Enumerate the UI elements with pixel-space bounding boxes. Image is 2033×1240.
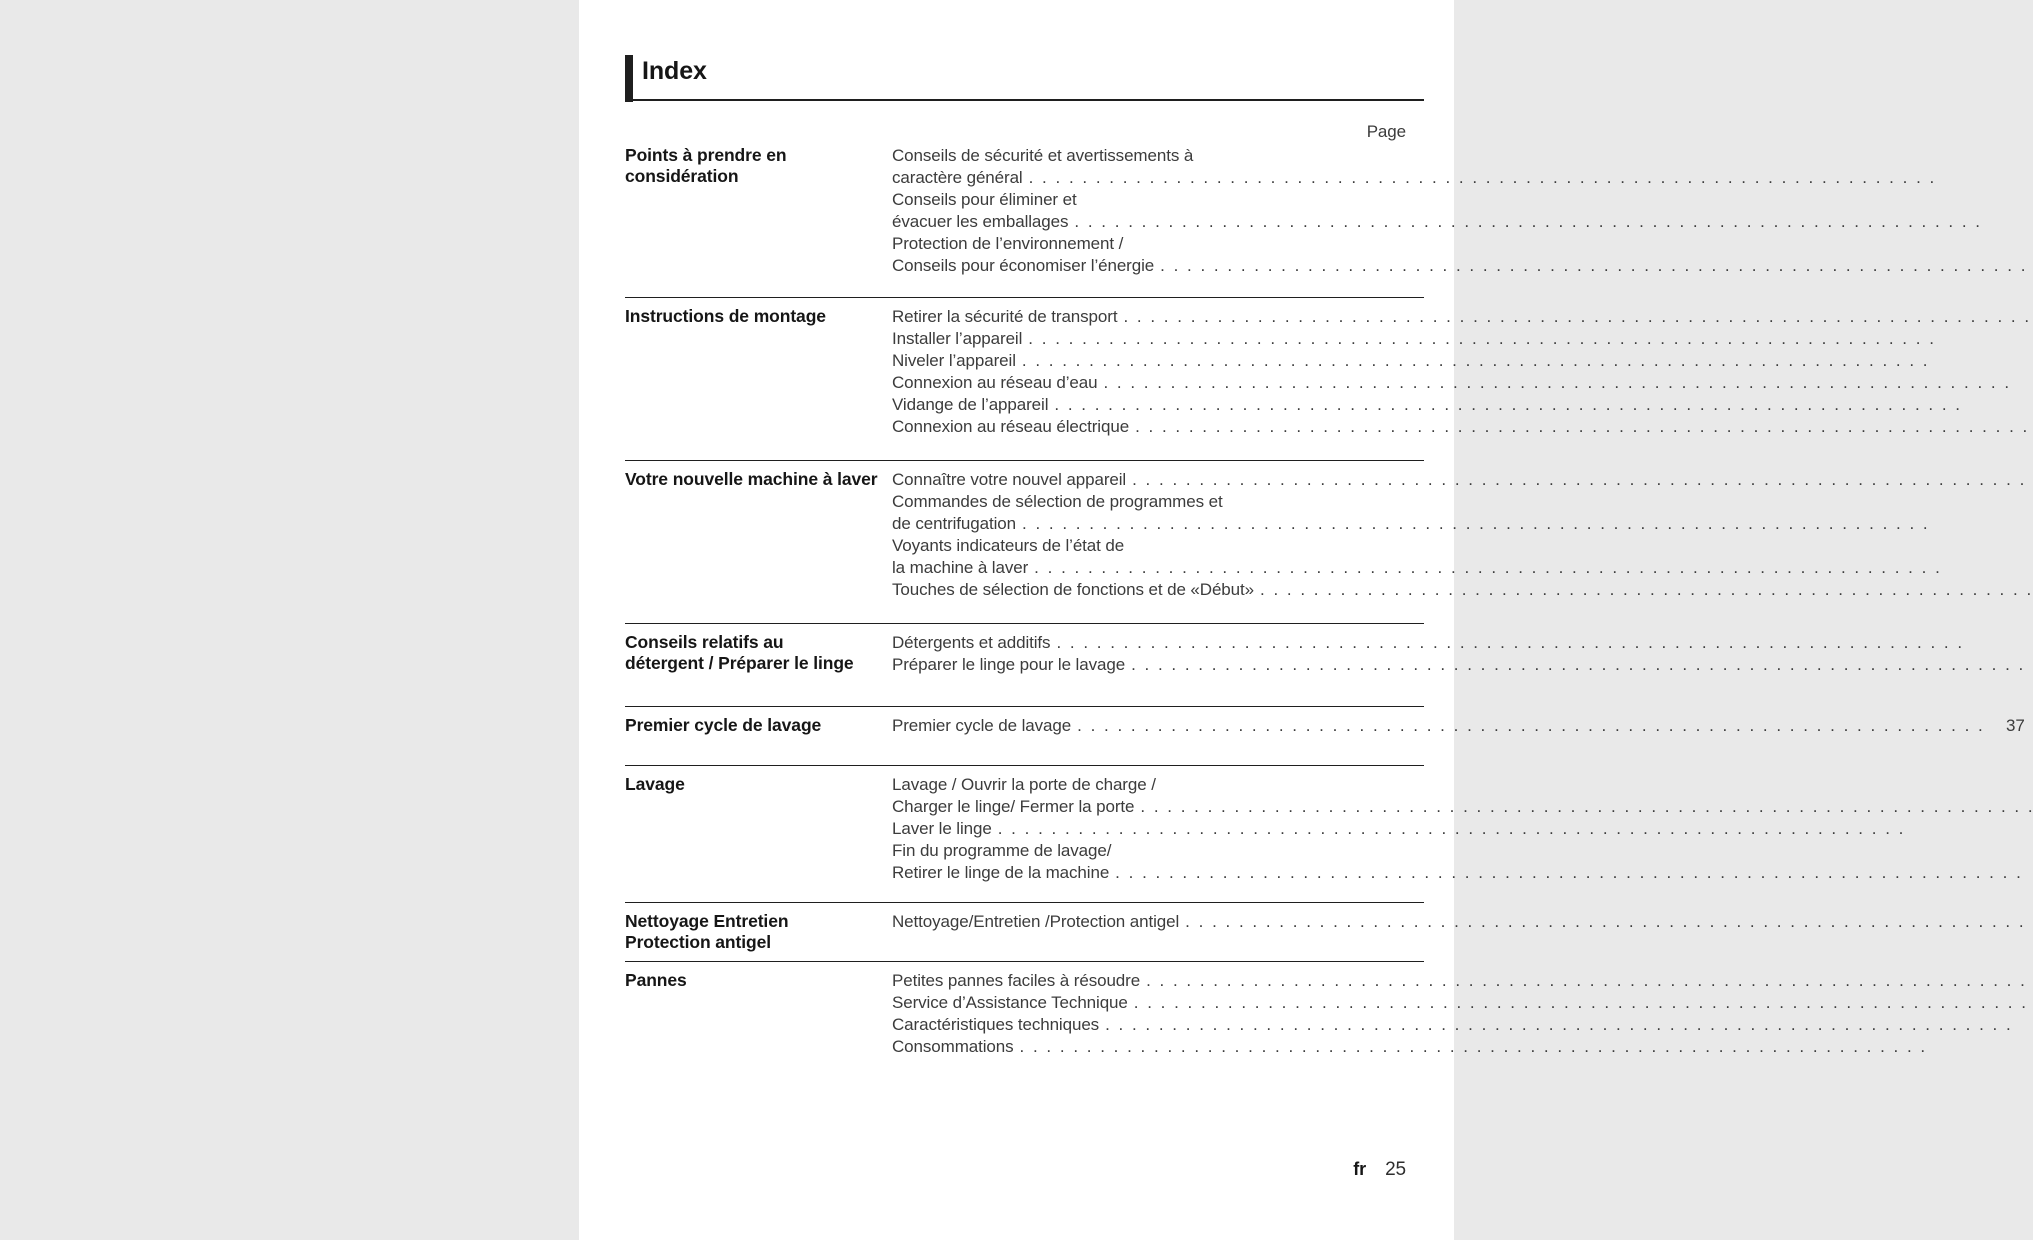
toc-entry xyxy=(892,145,2033,189)
entry-text: de centrifugation xyxy=(892,514,1016,533)
toc-entry xyxy=(892,970,2033,992)
section-title xyxy=(625,774,892,884)
entry-text: Retirer le linge de la machine xyxy=(892,863,1110,882)
toc-entry xyxy=(892,818,2033,840)
page-number: 37 xyxy=(2006,716,2025,735)
entry-text: Nettoyage/Entretien /Protection antigel xyxy=(892,912,1180,931)
index-section xyxy=(625,297,1424,460)
toc-entry xyxy=(892,632,2033,654)
language-code: fr xyxy=(1353,1159,1367,1179)
section-entries xyxy=(892,306,2033,438)
section-title-line: Protection antigel xyxy=(625,932,771,952)
index-section xyxy=(625,460,1424,623)
page-footer xyxy=(1353,1158,1406,1181)
toc-entry xyxy=(892,1014,2033,1036)
toc-entry xyxy=(892,233,2033,277)
section-title-line: considération xyxy=(625,166,739,186)
toc-entry xyxy=(892,654,2033,676)
section-title-line: Votre nouvelle machine à laver xyxy=(625,469,878,489)
toc-entry xyxy=(892,416,2033,438)
title-accent-bar xyxy=(625,55,633,102)
section-entries xyxy=(892,145,2033,277)
dot-leader xyxy=(1056,632,2033,654)
toc-entry xyxy=(892,992,2033,1014)
section-entries xyxy=(892,774,2033,884)
dot-leader xyxy=(1103,372,2033,394)
section-title-line: Lavage xyxy=(625,774,685,794)
entry-text: Détergents et additifs xyxy=(892,633,1051,652)
section-title-line: Premier cycle de lavage xyxy=(625,715,822,735)
entry-text: Connexion au réseau électrique xyxy=(892,417,1130,436)
index-section xyxy=(625,145,1424,297)
dot-leader xyxy=(1020,1036,2033,1058)
toc-entry xyxy=(892,306,2033,328)
section-title xyxy=(625,632,892,676)
dot-leader xyxy=(1140,796,2033,818)
entry-text: Connaître votre nouvel appareil xyxy=(892,470,1127,489)
section-entries xyxy=(892,632,2033,676)
section-entries xyxy=(892,715,2033,737)
page-title: Index xyxy=(642,57,707,85)
entry-text: Niveler l’appareil xyxy=(892,351,1016,370)
entry-text: caractère général xyxy=(892,168,1023,187)
toc-entry xyxy=(892,840,2033,884)
dot-leader xyxy=(1135,416,2033,438)
entry-text: Service d’Assistance Technique xyxy=(892,993,1128,1012)
index-header xyxy=(625,55,1424,101)
entry-text: Vidange de l’appareil xyxy=(892,395,1049,414)
entry-text: Charger le linge/ Fermer la porte xyxy=(892,797,1135,816)
entry-text: Retirer la sécurité de transport xyxy=(892,307,1118,326)
index-section xyxy=(625,706,2025,765)
dot-leader xyxy=(1160,255,2033,277)
section-title-line: Pannes xyxy=(625,970,687,990)
index-section xyxy=(625,623,1424,706)
dot-leader xyxy=(1029,167,2033,189)
toc-entry xyxy=(892,328,2033,350)
dot-leader xyxy=(1074,211,2033,233)
toc-entry xyxy=(892,491,2033,535)
section-title xyxy=(625,145,892,277)
dot-leader xyxy=(1077,715,1985,737)
entry-text: Protection de l’environnement / xyxy=(892,234,1124,253)
toc-entry xyxy=(892,189,2033,233)
entry-text: Touches de sélection de fonctions et de «Début» xyxy=(892,580,1254,599)
entry-text: Laver le linge xyxy=(892,819,992,838)
section-title xyxy=(625,911,892,953)
toc-entry xyxy=(892,372,2033,394)
entry-text: Consommations xyxy=(892,1037,1014,1056)
entry-text: Caractéristiques techniques xyxy=(892,1015,1100,1034)
section-title-line: détergent / Préparer le linge xyxy=(625,653,854,673)
section-title xyxy=(625,715,892,737)
dot-leader xyxy=(1028,328,2033,350)
index-section xyxy=(625,961,1424,1058)
page-column-label: Page xyxy=(1366,122,1406,141)
entry-text: Voyants indicateurs de l’état de xyxy=(892,536,1125,555)
section-title-line: Nettoyage Entretien xyxy=(625,911,789,931)
section-title xyxy=(625,469,892,601)
dot-leader xyxy=(1105,1014,2033,1036)
toc-entry xyxy=(892,774,2033,818)
entry-text: la machine à laver xyxy=(892,558,1029,577)
entry-text: Conseils pour économiser l’énergie xyxy=(892,256,1155,275)
toc-entry xyxy=(892,469,2033,491)
section-entries xyxy=(892,911,2033,953)
dot-leader xyxy=(1054,394,2033,416)
section-title-line: Points à prendre en xyxy=(625,145,787,165)
section-title-line: Instructions de montage xyxy=(625,306,826,326)
page-content xyxy=(625,0,2025,1058)
index-section xyxy=(625,902,1424,961)
index-section xyxy=(625,765,1424,902)
dot-leader xyxy=(1146,970,2033,992)
entry-text: Fin du programme de lavage/ xyxy=(892,841,1112,860)
entry-text: évacuer les emballages xyxy=(892,212,1069,231)
dot-leader xyxy=(1034,557,2033,579)
dot-leader xyxy=(1022,513,2033,535)
manual-index-page xyxy=(579,0,2025,1240)
toc-entry xyxy=(892,535,2033,579)
dot-leader xyxy=(1123,306,2033,328)
dot-leader xyxy=(1134,992,2033,1014)
toc-entry xyxy=(892,579,2033,601)
entry-text: Préparer le linge pour le lavage xyxy=(892,655,1126,674)
section-title xyxy=(625,306,892,438)
entry-text: Installer l’appareil xyxy=(892,329,1023,348)
dot-leader xyxy=(998,818,2033,840)
dot-leader xyxy=(1115,862,2033,884)
dot-leader xyxy=(1132,469,2033,491)
toc-entry xyxy=(892,394,2033,416)
section-entries xyxy=(892,970,2033,1058)
section-entries xyxy=(892,469,2033,601)
section-title-line: Conseils relatifs au xyxy=(625,632,784,652)
toc-entry xyxy=(892,911,2033,933)
entry-text: Commandes de sélection de programmes et xyxy=(892,492,1223,511)
toc-entry xyxy=(892,1036,2033,1058)
entry-text: Petites pannes faciles à résoudre xyxy=(892,971,1141,990)
toc-entry xyxy=(892,350,2033,372)
entry-text: Connexion au réseau d’eau xyxy=(892,373,1098,392)
entry-text: Conseils pour éliminer et xyxy=(892,190,1077,209)
dot-leader xyxy=(1260,579,2033,601)
entry-text: Premier cycle de lavage xyxy=(892,716,1072,735)
dot-leader xyxy=(1185,911,2033,933)
toc-entry xyxy=(892,715,2025,737)
entry-text: Lavage / Ouvrir la porte de charge / xyxy=(892,775,1156,794)
footer-page-number: 25 xyxy=(1385,1159,1406,1180)
dot-leader xyxy=(1022,350,2033,372)
dot-leader xyxy=(1131,654,2033,676)
section-title xyxy=(625,970,892,1058)
entry-text: Conseils de sécurité et avertissements à xyxy=(892,146,1194,165)
